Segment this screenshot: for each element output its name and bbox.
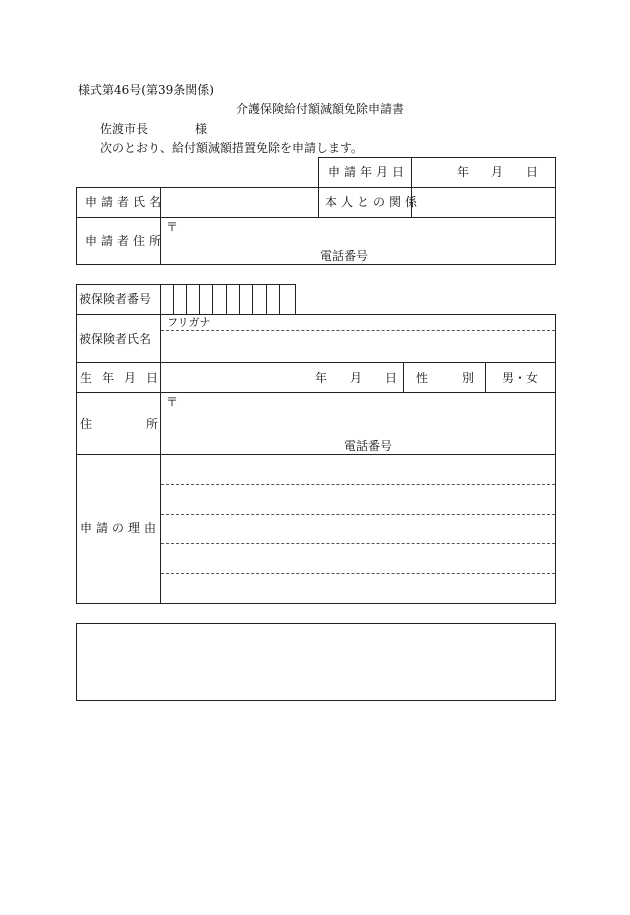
birth-label-4: 日: [146, 371, 159, 385]
addressee: 佐渡市長: [100, 122, 149, 136]
application-date-day: 日: [526, 165, 539, 179]
birth-label-3: 月: [124, 371, 137, 385]
relation-label: 本人との関係: [325, 195, 422, 209]
reason-field[interactable]: [161, 455, 555, 603]
insured-name-field[interactable]: [161, 331, 555, 362]
sex-options[interactable]: 男・女: [502, 371, 539, 385]
reason-label: 申請の理由: [80, 521, 161, 535]
applicant-address-label: 申請者住所: [85, 234, 166, 248]
address-label-1: 住: [80, 417, 93, 431]
birth-label-1: 生: [80, 371, 93, 385]
honorific: 様: [195, 122, 208, 136]
insured-name-label: 被保険者氏名: [79, 332, 152, 346]
sex-label-1: 性: [416, 371, 429, 385]
furigana-label: フリガナ: [167, 316, 211, 329]
insured-number-label: 被保険者番号: [79, 292, 152, 306]
insured-phone-label: 電話番号: [344, 439, 393, 453]
applicant-name-label: 申請者氏名: [85, 195, 166, 209]
intro-text: 次のとおり、給付額減額措置免除を申請します。: [100, 141, 364, 155]
applicant-name-field[interactable]: [161, 188, 318, 217]
birth-day: 日: [385, 371, 398, 385]
applicant-postal-mark: 〒: [166, 220, 179, 234]
insured-number-boxes[interactable]: [161, 285, 295, 314]
birth-month: 月: [350, 371, 363, 385]
application-date-label: 申請年月日: [328, 165, 409, 179]
address-label-2: 所: [146, 417, 159, 431]
form-title: 介護保険給付額減額免除申請書: [236, 102, 405, 116]
relation-field[interactable]: [412, 188, 555, 217]
application-date-month: 月: [491, 165, 504, 179]
applicant-phone-label: 電話番号: [320, 249, 369, 263]
birth-label-2: 年: [102, 371, 115, 385]
sex-label-2: 別: [462, 371, 475, 385]
application-date-year: 年: [457, 165, 470, 179]
remarks-box[interactable]: [76, 623, 556, 701]
form-number: 様式第46号(第39条関係): [78, 83, 214, 97]
insured-postal-mark: 〒: [166, 395, 179, 409]
birth-year: 年: [315, 371, 328, 385]
birth-date-field[interactable]: [161, 363, 403, 392]
